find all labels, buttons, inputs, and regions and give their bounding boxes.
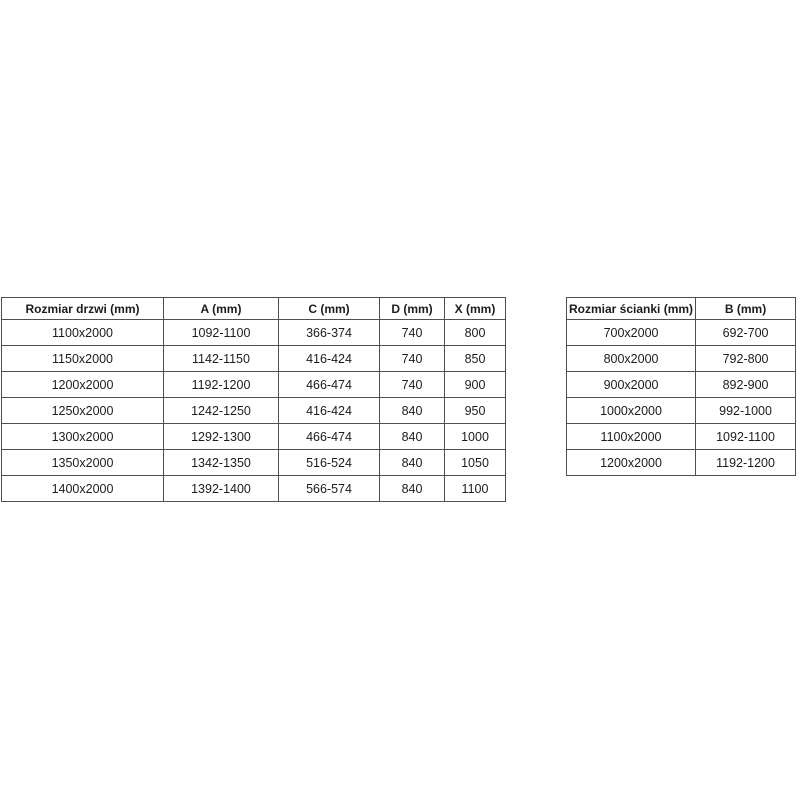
table-cell: 1000 [445, 424, 506, 450]
table-cell: 700x2000 [567, 320, 696, 346]
table-row [2, 398, 506, 424]
table-cell: 950 [445, 398, 506, 424]
table-cell: 740 [380, 346, 445, 372]
table-cell: 1192-1200 [696, 450, 796, 476]
table-cell: 1092-1100 [696, 424, 796, 450]
table-row [567, 372, 796, 398]
table-cell: 892-900 [696, 372, 796, 398]
table-cell: 1300x2000 [2, 424, 164, 450]
table-cell: 1150x2000 [2, 346, 164, 372]
table-row [2, 320, 506, 346]
table-cell: 800x2000 [567, 346, 696, 372]
table-cell: 416-424 [279, 398, 380, 424]
wall-sizes-table [566, 297, 796, 476]
table-cell: 1192-1200 [164, 372, 279, 398]
table-row [567, 450, 796, 476]
table-cell: 792-800 [696, 346, 796, 372]
column-header: X (mm) [445, 298, 506, 320]
table-cell: 1292-1300 [164, 424, 279, 450]
column-header: Rozmiar ścianki (mm) [567, 298, 696, 320]
table-cell: 900 [445, 372, 506, 398]
table-row [2, 346, 506, 372]
table-cell: 366-374 [279, 320, 380, 346]
table-row [2, 450, 506, 476]
column-header: D (mm) [380, 298, 445, 320]
table-cell: 1250x2000 [2, 398, 164, 424]
table-row [567, 398, 796, 424]
table-cell: 740 [380, 372, 445, 398]
table-cell: 566-574 [279, 476, 380, 502]
table-cell: 516-524 [279, 450, 380, 476]
table-cell: 850 [445, 346, 506, 372]
header-row [567, 298, 796, 320]
table-cell: 840 [380, 450, 445, 476]
table-cell: 900x2000 [567, 372, 696, 398]
header-row [2, 298, 506, 320]
door-sizes-table [1, 297, 506, 502]
table-cell: 840 [380, 476, 445, 502]
table-cell: 1142-1150 [164, 346, 279, 372]
table-cell: 1400x2000 [2, 476, 164, 502]
table-row [567, 320, 796, 346]
table-cell: 1100x2000 [567, 424, 696, 450]
column-header: A (mm) [164, 298, 279, 320]
column-header: B (mm) [696, 298, 796, 320]
table-cell: 1200x2000 [567, 450, 696, 476]
table-cell: 992-1000 [696, 398, 796, 424]
table-cell: 416-424 [279, 346, 380, 372]
table-row [2, 476, 506, 502]
table-cell: 692-700 [696, 320, 796, 346]
table-cell: 840 [380, 398, 445, 424]
table-cell: 466-474 [279, 424, 380, 450]
table-cell: 1200x2000 [2, 372, 164, 398]
column-header: Rozmiar drzwi (mm) [2, 298, 164, 320]
table-row [567, 346, 796, 372]
table-cell: 1242-1250 [164, 398, 279, 424]
table-cell: 740 [380, 320, 445, 346]
table-cell: 1000x2000 [567, 398, 696, 424]
table-cell: 1392-1400 [164, 476, 279, 502]
table-cell: 1342-1350 [164, 450, 279, 476]
table-cell: 466-474 [279, 372, 380, 398]
table-cell: 1100x2000 [2, 320, 164, 346]
table-cell: 1050 [445, 450, 506, 476]
table-cell: 840 [380, 424, 445, 450]
table-cell: 800 [445, 320, 506, 346]
table-row [567, 424, 796, 450]
table-cell: 1092-1100 [164, 320, 279, 346]
table-cell: 1100 [445, 476, 506, 502]
table-cell: 1350x2000 [2, 450, 164, 476]
column-header: C (mm) [279, 298, 380, 320]
table-row [2, 372, 506, 398]
table-row [2, 424, 506, 450]
